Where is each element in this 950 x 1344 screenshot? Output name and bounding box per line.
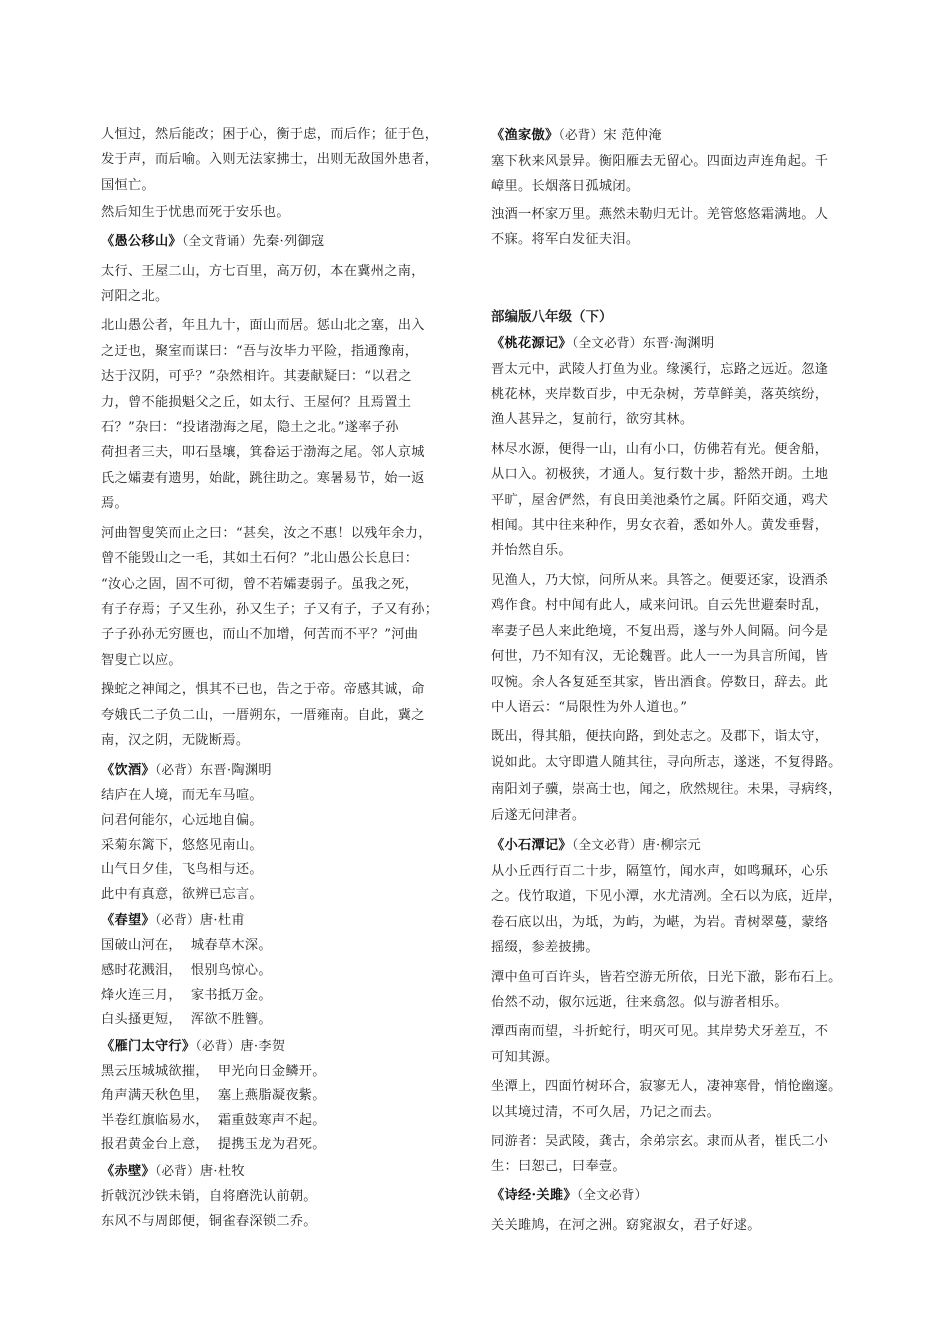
poem-heading-yujiaao: 《渔家傲》（必背）宋 范仲淹: [491, 127, 662, 143]
paragraph: 既出，得其船，便扶向路，到处志之。及郡下，诣太守， 说如此。太守即遣人随其往，寻向所志，遂迷，不复得路。: [491, 729, 842, 770]
poem-heading-yinjiu: 《饮酒》（必背）东晋·陶渊明: [101, 762, 272, 779]
paragraph: 潭中鱼可百许头，皆若空游无所依，日光下澈，影布石上。 佁然不动，俶尔远逝，往来翕忽。似与游者相乐。: [491, 969, 842, 1010]
paragraph: 同游者：吴武陵，龚古，余弟宗玄。隶而从者，崔氏二小 生：曰恕己，曰奉壹。: [491, 1134, 829, 1175]
poem-heading-yanmen: 《雁门太守行》（必背）唐·李贺: [101, 1037, 286, 1054]
poem-line: 感时花溅泪， 恨别鸟惊心。: [101, 962, 272, 978]
poem-line: 国破山河在， 城春草木深。: [101, 938, 272, 954]
poem-heading-chunwang: 《春望》（必背）唐·杜甫: [101, 912, 245, 929]
paragraph: 潭西南而望，斗折蛇行，明灭可见。其岸势犬牙差互，不 可知其源。: [491, 1024, 829, 1065]
paragraph: 塞下秋来风景异。衡阳雁去无留心。四面边声连角起。千 嶂里。长烟落日孤城闭。: [491, 154, 829, 195]
paragraph: 太行、王屋二山，方七百里，高万仞，本在冀州之南， 河阳之北。: [101, 263, 425, 305]
right-column: [491, 122, 866, 1240]
poem-line: 烽火连三月， 家书抵万金。: [101, 987, 272, 1003]
spacer: [491, 255, 866, 304]
paragraph: 河曲智叟笑而止之曰：“甚矣，汝之不惠！以残年余力， 曾不能毁山之一毛，其如土石何？”北山愚公长息曰： “汝心之固，固不可彻，曾不若孀妻弱子。虽我之死， 有子存焉；子又生孙，孙又生子；子又有子，子又有孙； 子子孙孙无穷匮也，而山不加增，何苦而不平？”河曲 智叟亡以应。: [101, 525, 439, 668]
paragraph: 浊酒一杯家万里。燕然未勒归无计。羌管悠悠霜满地。人 不寐。将军白发征夫泪。: [491, 206, 829, 248]
poem-line: 报君黄金台上意， 提携玉龙为君死。: [101, 1137, 326, 1153]
poem-heading-guanju: 《诗经·关雎》（全文必背）: [491, 1186, 648, 1203]
paragraph: 北山愚公者，年且九十，面山而居。惩山北之塞，出入 之迂也，聚室而谋曰：“吾与汝毕力平险，指通豫南， 达于汉阴，可乎？”杂然相许。其妻献疑曰：“以君之 力，曾不能损魁父之丘，如太行、王屋何？且焉置土 石？”杂曰：“投诸渤海之尾，隐土之北。”遂率子孙 荷担者三夫，叩石垦壤，箕畚运于渤海之尾。邻人京城 氏之孀妻有遗男，始龀，跳往助之。寒暑易节，始一返 焉。: [101, 318, 425, 512]
paragraph: 南阳刘子骥，崇高士也，闻之，欣然规往。未果，寻病终， 后遂无问津者。: [491, 782, 842, 823]
paragraph: 关关雎鸠，在河之洲。窈窕淑女，君子好逑。: [491, 1217, 761, 1233]
poem-line: 结庐在人境，而无车马喧。: [101, 788, 263, 804]
poem-heading-taohua: 《桃花源记》（全文必背）东晋·淘渊明: [491, 334, 715, 351]
poem-line: 黑云压城城欲摧， 甲光向日金鳞开。: [101, 1063, 326, 1079]
poem-line: 采菊东篱下，悠悠见南山。: [101, 837, 263, 853]
paragraph: 晋太元中，武陵人打鱼为业。缘溪行，忘路之远近。忽逢 桃花林，夹岸数百步，中无杂树，芳草鲜美，落英缤纷， 渔人甚异之，复前行，欲穷其林。: [491, 361, 829, 428]
poem-line: 半卷红旗临易水， 霜重鼓寒声不起。: [101, 1112, 326, 1128]
poem-heading-chibi: 《赤壁》（必背）唐·杜牧: [101, 1163, 245, 1180]
poem-heading-yugong: 《愚公移山》（全文背诵）先秦·列御寇: [101, 232, 325, 249]
poem-line: 东风不与周郎便，铜雀春深锁二乔。: [101, 1213, 317, 1229]
poem-heading-xiaoshitan: 《小石潭记》（全文必背）唐·柳宗元: [491, 836, 701, 853]
poem-line: 折戟沉沙铁未销，自将磨洗认前朝。: [101, 1189, 317, 1205]
paragraph: 从小丘西行百二十步，隔篁竹，闻水声，如鸣珮环，心乐 之。伐竹取道，下见小潭，水尤清冽。全石以为底，近岸， 卷石底以出，为坻，为屿，为嵁，为岩。青树翠蔓，蒙络 摇缀，参差披拂。: [491, 863, 842, 956]
poem-line: 此中有真意，欲辨已忘言。: [101, 886, 263, 902]
left-column: [101, 122, 471, 1234]
paragraph: 见渔人，乃大惊，问所从来。具答之。便要还家，设酒杀 鸡作食。村中闻有此人，咸来问讯。自云先世避秦时乱， 率妻子邑人来此绝境，不复出焉，遂与外人间隔。问今是 何世，乃不知有汉，无论魏晋。此人一一为具言所闻，皆 叹惋。余人各复延至其家，皆出酒食。停数日，辞去。此 中人语云：“局限性为外人道也。”: [491, 572, 829, 715]
paragraph: 林尽水源，便得一山，山有小口，仿佛若有光。便舍船， 从口入。初极狭，才通人。复行数十步，豁然开朗。土地 平旷，屋舍俨然，有良田美池桑竹之属。阡陌交通，鸡犬 相闻。其中往来种作，男女衣着，悉如外人。黄发垂髫， 并怡然自乐。: [491, 441, 829, 559]
paragraph: 坐潭上，四面竹树环合，寂寥无人，凄神寒骨，悄怆幽邃。 以其境过清，不可久居，乃记之而去。: [491, 1079, 842, 1120]
poem-line: 白头搔更短， 浑欲不胜簪。: [101, 1012, 272, 1028]
paragraph: 操蛇之神闻之，惧其不已也，告之于帝。帝感其诚，命 夸娥氏二子负二山，一厝朔东，一厝雍南。自此，冀之 南，汉之阴，无陇断焉。: [101, 682, 425, 748]
paragraph: 然后知生于忧患而死于安乐也。: [101, 205, 290, 221]
section-heading: 部编版八年级（下）: [491, 308, 613, 325]
paragraph: 人恒过，然后能改；困于心，衡于虑，而后作；征于色， 发于声，而后喻。入则无法家拂士，出则无敌国外患者， 国恒亡。: [101, 127, 439, 193]
poem-line: 山气日夕佳，飞鸟相与还。: [101, 862, 263, 878]
poem-line: 问君何能尔，心远地自偏。: [101, 812, 263, 828]
poem-line: 角声满天秋色里， 塞上燕脂凝夜紫。: [101, 1088, 326, 1104]
